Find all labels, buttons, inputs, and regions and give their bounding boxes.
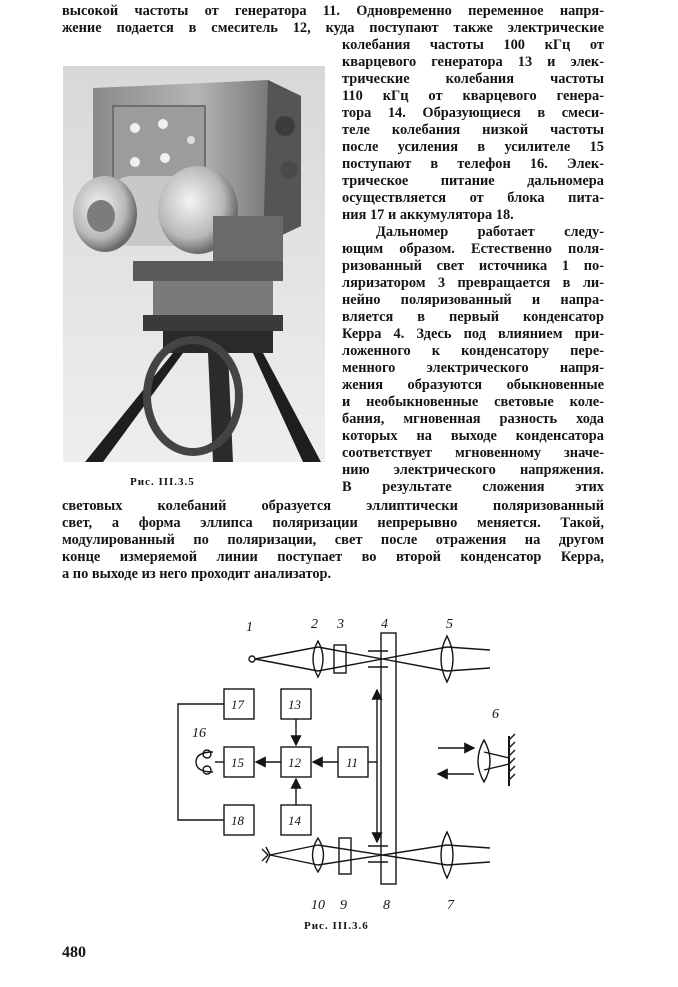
light-beam	[484, 752, 509, 770]
lens-5	[441, 636, 453, 682]
lens-10	[313, 838, 324, 872]
text-line: теле колебания низкой частоты	[342, 122, 604, 138]
telephone-earpiece	[203, 750, 211, 758]
rangefinder-diagram	[160, 608, 530, 923]
text-line: и необыкновенные световые коле-	[342, 394, 604, 410]
light-beam	[255, 647, 318, 671]
block-label-18: 18	[231, 813, 244, 828]
block-label-11: 11	[346, 755, 359, 770]
block-label-12: 12	[288, 755, 301, 770]
label-9: 9	[340, 898, 347, 913]
label-2: 2	[311, 617, 318, 632]
text-line: а по выходе из него проходит анализатор.	[62, 566, 332, 582]
text-line: трические колебания частоты	[342, 71, 604, 87]
label-6: 6	[492, 707, 499, 722]
text-line: менного электрического напря-	[342, 360, 604, 376]
text-line: бания, мгновенная разность хода	[342, 411, 604, 427]
text-line: жения образуются обыкновенные	[342, 377, 604, 393]
light-source-icon	[249, 656, 255, 662]
block-label-14: 14	[288, 813, 301, 828]
reflector-lens	[478, 740, 490, 782]
text-line: тора 14. Образующиеся в смеси-	[342, 105, 604, 121]
page-number: 480	[62, 944, 86, 961]
text-line: которых на выходе конденсатора	[342, 428, 604, 444]
analyzer-9	[339, 838, 351, 874]
label-4: 4	[381, 617, 388, 632]
text-line: жение подается в смеситель 12, куда поступают также электрические	[62, 20, 604, 36]
text-line: высокой частоты от генератора 11. Одновременно переменное напря-	[62, 3, 604, 19]
text-line: нию электрического напряжения.	[342, 462, 604, 478]
label-1: 1	[246, 620, 253, 635]
telephone-earpiece	[203, 766, 211, 774]
text-line: модулированный по поляризации, свет после отражения на другом	[62, 532, 604, 548]
text-line: ния 17 и аккумулятора 18.	[342, 207, 514, 223]
text-line: конце измеряемой линии поступает во второй конденсатор Керра,	[62, 549, 604, 565]
text-line: ризованный свет источника 1 по-	[342, 258, 604, 274]
photo-caption: Рис. III.3.5	[130, 476, 195, 488]
polarizer-3	[334, 645, 346, 673]
eye-icon	[262, 847, 270, 863]
text-line: световых колебаний образуется эллиптически поляризованный	[62, 498, 604, 514]
text-line: колебания частоты 100 кГц от	[342, 37, 604, 53]
block-label-13: 13	[288, 697, 301, 712]
text-line: В результате сложения этих	[342, 479, 604, 495]
text-line: кварцевого генератора 13 и элек-	[342, 54, 604, 70]
text-line: свет, а форма эллипса поляризации непрерывно меняется. Такой,	[62, 515, 604, 531]
label-10: 10	[311, 898, 325, 913]
text-line: ющим образом. Естественно поля-	[342, 241, 604, 257]
text-line: ложенного к конденсатору пере-	[342, 343, 604, 359]
label-16: 16	[192, 726, 206, 741]
text-line: поступают в телефон 16. Элек-	[342, 156, 604, 172]
text-line: нейно поляризованный и напра-	[342, 292, 604, 308]
block-label-15: 15	[231, 755, 244, 770]
rangefinder-photo	[63, 66, 325, 462]
text-line: 110 кГц от кварцевого генера-	[342, 88, 604, 104]
lens-7	[441, 832, 453, 878]
text-line: Керра 4. Здесь под влиянием при-	[342, 326, 604, 342]
text-line: осуществляется от блока пита-	[342, 190, 604, 206]
diagram-caption: Рис. III.3.6	[304, 920, 369, 932]
lens-2	[313, 641, 323, 677]
block-label-17: 17	[231, 697, 244, 712]
label-8: 8	[383, 898, 390, 913]
text-line: после усиления в усилителе 15	[342, 139, 604, 155]
text-line: трическое питание дальномера	[342, 173, 604, 189]
label-7: 7	[447, 898, 454, 913]
text-line: соответствует мгновенному значе-	[342, 445, 604, 461]
light-beam	[270, 845, 318, 865]
text-line: Дальномер работает следу-	[376, 224, 604, 240]
label-3: 3	[337, 617, 344, 632]
label-5: 5	[446, 617, 453, 632]
text-line: вляется в первый конденсатор	[342, 309, 604, 325]
text-line: ляризатором 3 превращается в ли-	[342, 275, 604, 291]
